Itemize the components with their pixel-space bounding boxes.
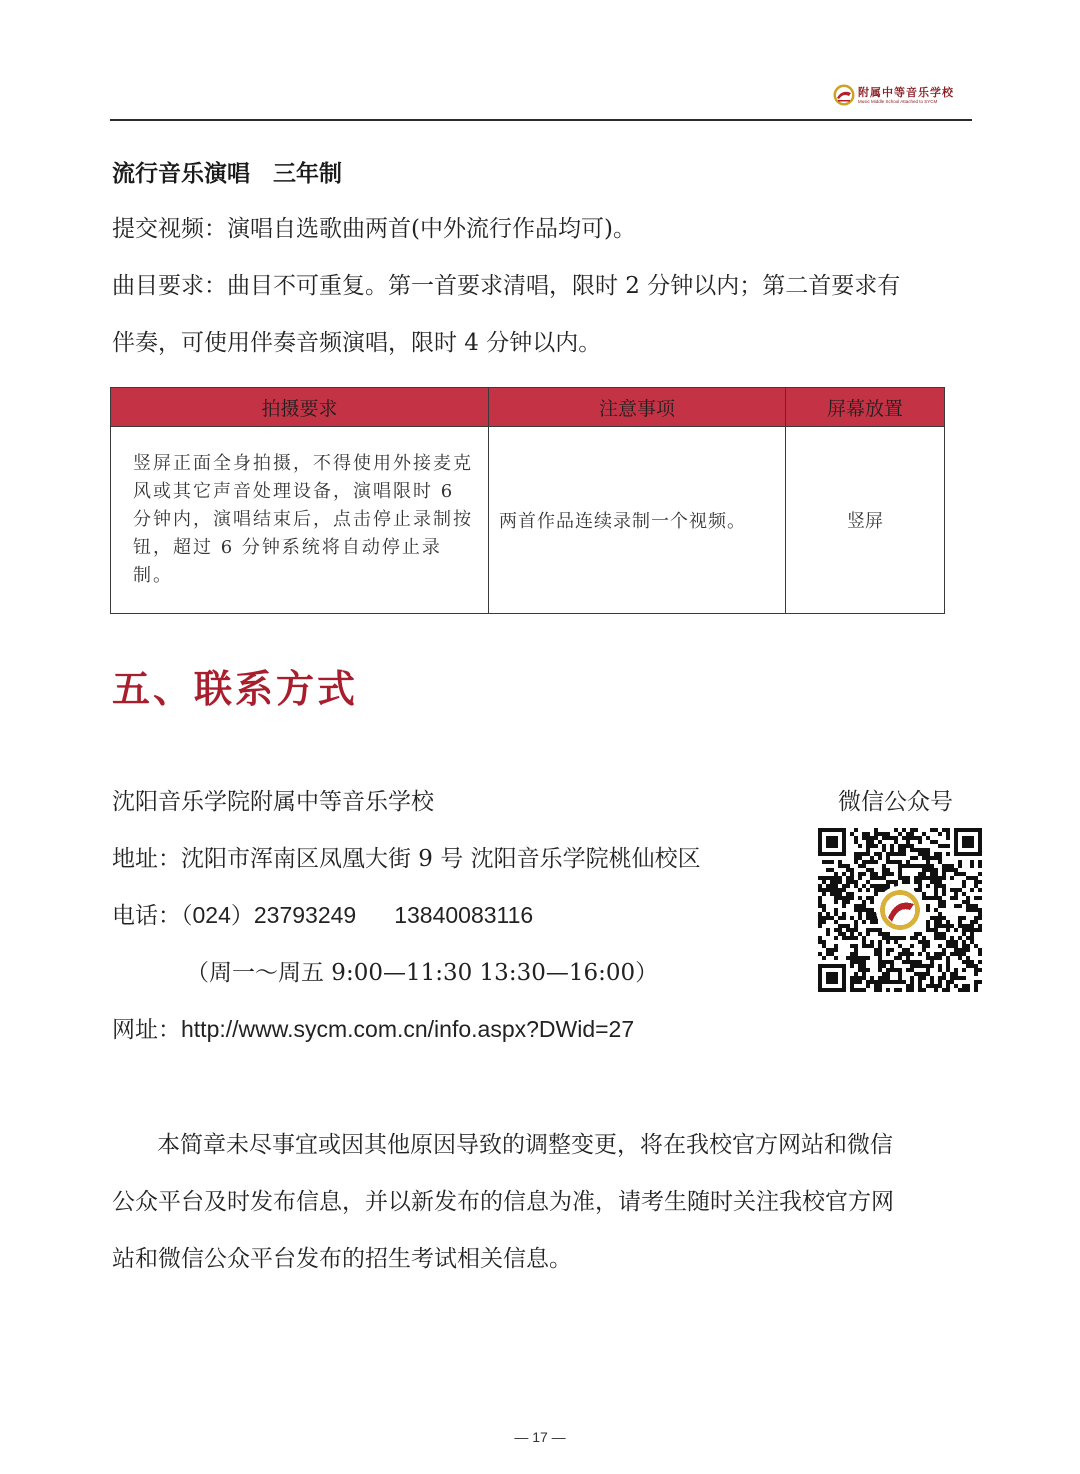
school-logo <box>833 82 963 112</box>
phone-line <box>112 897 533 930</box>
repertoire-requirement-line-1: 曲目要求：曲目不可重复。第一首要求清唱，限时 2 分钟以内；第二首要求有 <box>112 273 901 299</box>
wechat-label: 微信公众号 <box>838 789 953 815</box>
phone-label: 电话： <box>112 903 181 929</box>
website-label: 网址： <box>112 1017 181 1043</box>
notice-line-2: 公众平台及时发布信息，并以新发布的信息为准，请考生随时关注我校官方网 <box>112 1189 894 1215</box>
header-shooting-requirements: 拍摄要求 <box>111 388 489 427</box>
section-title: 流行音乐演唱 三年制 <box>112 160 342 187</box>
website-link[interactable]: http://www.sycm.com.cn/info.aspx?DWid=27 <box>181 1016 635 1042</box>
page-number: — 17 — <box>514 1429 566 1445</box>
notice-line-1: 本简章未尽事宜或因其他原因导致的调整变更，将在我校官方网站和微信 <box>157 1132 893 1158</box>
header-screen-orientation: 屏幕放置 <box>786 388 945 427</box>
contact-heading: 五、联系方式 <box>112 666 359 711</box>
notice-line-3: 站和微信公众平台发布的招生考试相关信息。 <box>112 1246 572 1272</box>
address-label: 地址： <box>112 846 181 872</box>
recording-requirements-table <box>110 387 945 614</box>
wechat-qr-code-icon <box>818 828 982 992</box>
submit-video-line <box>112 201 636 258</box>
table-header-row <box>111 388 945 427</box>
submit-label: 提交视频： <box>112 216 227 242</box>
header-divider <box>110 119 972 121</box>
submit-text: 演唱自选歌曲两首(中外流行作品均可)。 <box>227 216 636 242</box>
website-line <box>112 1011 634 1044</box>
logo-chinese-name: 附属中等音乐学校 <box>858 86 954 99</box>
school-name: 沈阳音乐学院附属中等音乐学校 <box>112 789 434 815</box>
phone-number-2: 13840083116 <box>394 902 534 928</box>
address-value: 沈阳市浑南区凤凰大街 9 号 沈阳音乐学院桃仙校区 <box>181 846 701 872</box>
notes-cell: 两首作品连续录制一个视频。 <box>489 427 786 614</box>
office-hours: （周一～周五 9:00—11:30 13:30—16:00） <box>186 960 659 986</box>
repertoire-requirement-line-2: 伴奏，可使用伴奏音频演唱，限时 4 分钟以内。 <box>112 330 602 356</box>
address-line <box>112 840 701 873</box>
school-emblem-icon <box>833 84 855 106</box>
logo-english-name: Music Middle School Attached to SYCM <box>858 99 938 104</box>
screen-orientation-cell: 竖屏 <box>786 427 945 614</box>
phone-number-1: （024）23793249 <box>181 902 357 928</box>
header-notes: 注意事项 <box>489 388 786 427</box>
table-row <box>111 427 945 614</box>
shooting-requirements-cell: 竖屏正面全身拍摄，不得使用外接麦克风或其它声音处理设备，演唱限时 6 分钟内，演唱结束后，点击停止录制按钮，超过 6 分钟系统将自动停止录制。 <box>111 427 489 614</box>
